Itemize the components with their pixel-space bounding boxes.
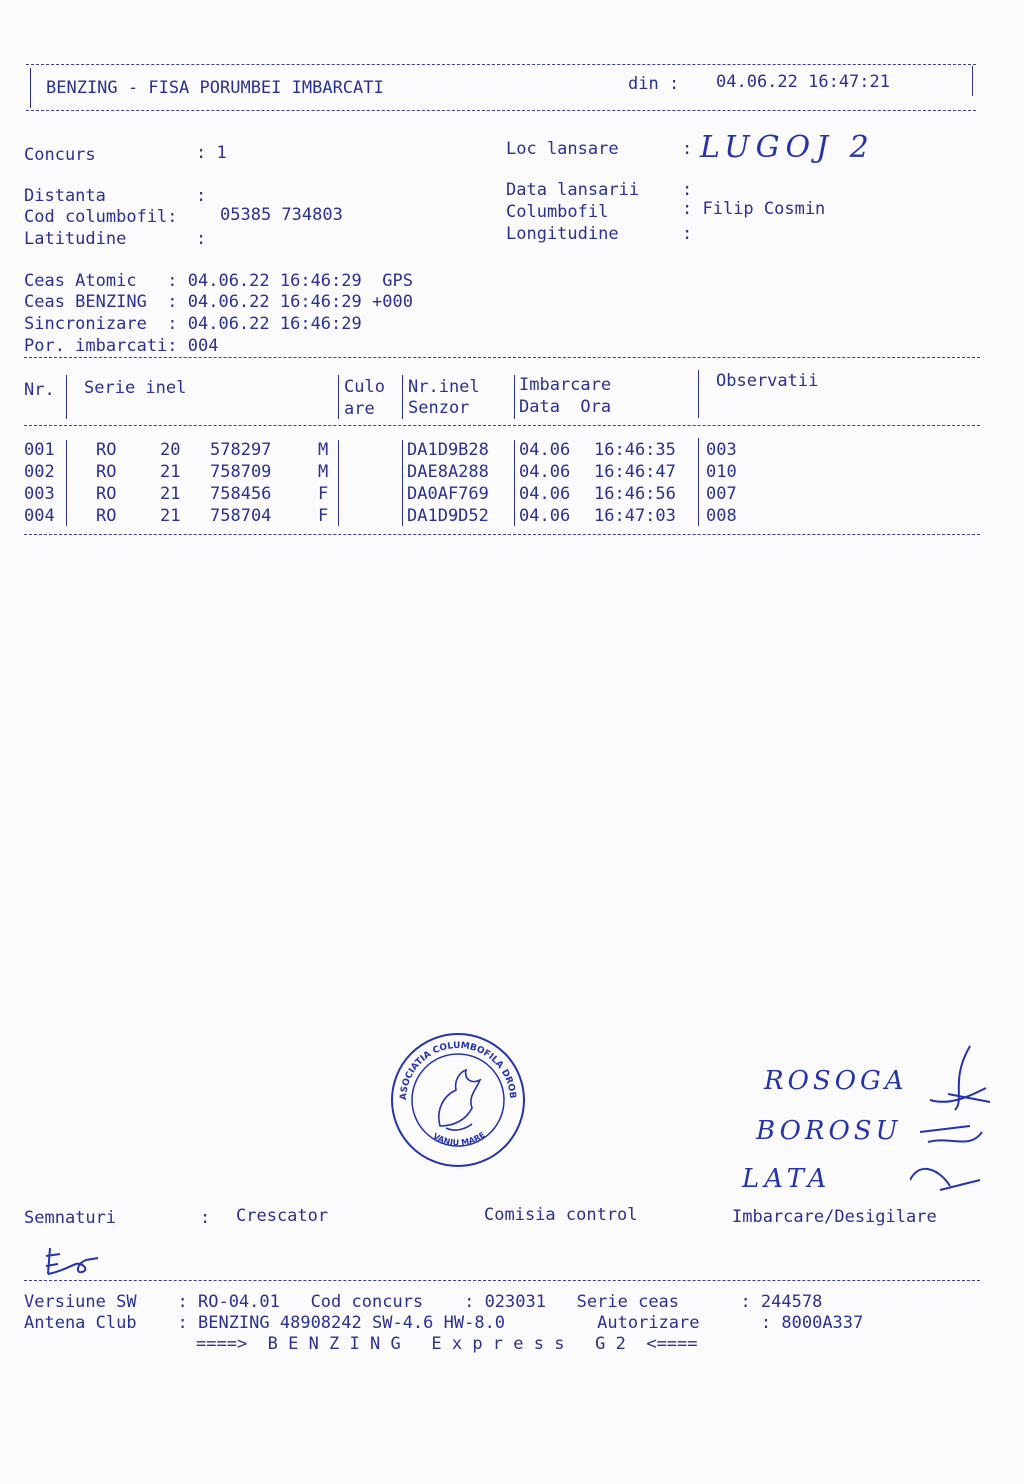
- handwritten-name-2: BOROSU: [756, 1116, 902, 1146]
- association-stamp: [388, 1030, 528, 1170]
- loc-lansare-handwritten: LUGOJ 2: [700, 130, 875, 165]
- data-lansarii-value: :: [682, 180, 693, 200]
- row-sex: F: [318, 506, 329, 526]
- row-nr: 002: [24, 462, 55, 482]
- footer-line-3: ====> B E N Z I N G E x p r e s s G 2 <====: [196, 1334, 698, 1354]
- latitudine-value: :: [196, 229, 207, 249]
- header-nr: Nr.: [24, 380, 55, 400]
- row-ring-number: 578297: [210, 440, 272, 460]
- row-sex: F: [318, 484, 329, 504]
- svg-text:ASOCIATIA COLUMBOFILA DROBETA: [388, 1030, 517, 1100]
- footer-divider: [24, 1280, 980, 1281]
- cod-columbofil-label: Cod columbofil:: [24, 207, 178, 227]
- row-ring-number: 758456: [210, 484, 272, 504]
- row-country: RO: [96, 484, 117, 504]
- header-culoare-1: Culo: [344, 377, 385, 397]
- row-nr: 001: [24, 440, 55, 460]
- row-nr: 004: [24, 506, 55, 526]
- row-date: 04.06: [519, 484, 571, 504]
- signature-scribbles: [910, 1040, 1000, 1210]
- sincronizare: Sincronizare : 04.06.22 16:46:29: [24, 314, 362, 334]
- row-observatii: 010: [706, 462, 737, 482]
- row-ring-number: 758709: [210, 462, 272, 482]
- header-senzor-1: Nr.inel: [408, 377, 480, 397]
- imbarcare-desigilare-label: Imbarcare/Desigilare: [732, 1207, 937, 1227]
- stamp-graphic: [388, 1030, 528, 1170]
- row-country: RO: [96, 506, 117, 526]
- latitudine-label: Latitudine: [24, 229, 127, 249]
- data-lansarii-label: Data lansarii: [506, 180, 640, 200]
- header-imbarcare-2: Data Ora: [519, 397, 612, 417]
- row-observatii: 007: [706, 484, 737, 504]
- row-time: 16:46:35: [594, 440, 676, 460]
- dove-icon: [439, 1070, 480, 1130]
- longitudine-value: :: [682, 224, 693, 244]
- header-imbarcare-1: Imbarcare: [519, 375, 612, 395]
- row-country: RO: [96, 440, 117, 460]
- row-sensor-id: DA0AF769: [407, 484, 489, 504]
- row-sensor-id: DA1D9D52: [407, 506, 489, 526]
- columbofil-label: Columbofil: [506, 202, 609, 222]
- semnaturi-label: Semnaturi: [24, 1208, 117, 1228]
- row-nr: 003: [24, 484, 55, 504]
- row-sensor-id: DA1D9B28: [407, 440, 489, 460]
- row-date: 04.06: [519, 506, 571, 526]
- row-time: 16:47:03: [594, 506, 676, 526]
- crescator-signature: [40, 1240, 110, 1280]
- comisia-control-label: Comisia control: [484, 1205, 638, 1225]
- handwritten-name-3: LATA: [742, 1164, 832, 1194]
- loc-lansare-label: Loc lansare: [506, 139, 619, 159]
- row-date: 04.06: [519, 462, 571, 482]
- distanta-value: :: [196, 186, 207, 206]
- footer-line-2: Antena Club : BENZING 48908242 SW-4.6 HW-8.0 Autorizare : 8000A337: [24, 1313, 864, 1333]
- row-sex: M: [318, 462, 329, 482]
- cod-columbofil-value: 05385 734803: [220, 205, 343, 225]
- header-culoare-2: are: [344, 399, 375, 419]
- row-observatii: 008: [706, 506, 737, 526]
- row-year: 20: [160, 440, 181, 460]
- row-date: 04.06: [519, 440, 571, 460]
- header-observatii: Observatii: [716, 371, 819, 391]
- row-observatii: 003: [706, 440, 737, 460]
- concurs-value: : 1: [196, 143, 227, 163]
- crescator-label: Crescator: [236, 1206, 329, 1226]
- stamp-ring-text: ASOCIATIA COLUMBOFILA DROB: [398, 1040, 518, 1101]
- por-imbarcati: Por. imbarcati: 004: [24, 336, 219, 356]
- row-year: 21: [160, 484, 181, 504]
- row-year: 21: [160, 506, 181, 526]
- concurs-label: Concurs: [24, 145, 96, 165]
- distanta-label: Distanta: [24, 186, 106, 206]
- din-timestamp: 04.06.22 16:47:21: [716, 72, 890, 92]
- svg-text:VANJU MARE: [431, 1130, 486, 1147]
- row-time: 16:46:56: [594, 484, 676, 504]
- ceas-benzing: Ceas BENZING : 04.06.22 16:46:29 +000: [24, 292, 413, 312]
- ceas-atomic: Ceas Atomic : 04.06.22 16:46:29 GPS: [24, 271, 413, 291]
- row-ring-number: 758704: [210, 506, 272, 526]
- footer-line-1: Versiune SW : RO-04.01 Cod concurs : 023031 Serie ceas : 244578: [24, 1292, 823, 1312]
- row-sex: M: [318, 440, 329, 460]
- header-serie-inel: Serie inel: [84, 378, 187, 398]
- row-time: 16:46:47: [594, 462, 676, 482]
- document-title: BENZING - FISA PORUMBEI IMBARCATI: [46, 78, 384, 98]
- longitudine-label: Longitudine: [506, 224, 619, 244]
- handwritten-name-1: ROSOGA: [764, 1066, 908, 1096]
- loc-lansare-colon: :: [682, 139, 693, 159]
- row-sensor-id: DAE8A288: [407, 462, 489, 482]
- stamp-bottom-text: VANJU MARE: [431, 1130, 487, 1148]
- row-country: RO: [96, 462, 117, 482]
- din-label: din :: [628, 74, 680, 94]
- columbofil-value: : Filip Cosmin: [682, 199, 826, 219]
- semnaturi-colon: :: [200, 1208, 211, 1228]
- row-year: 21: [160, 462, 181, 482]
- header-senzor-2: Senzor: [408, 398, 470, 418]
